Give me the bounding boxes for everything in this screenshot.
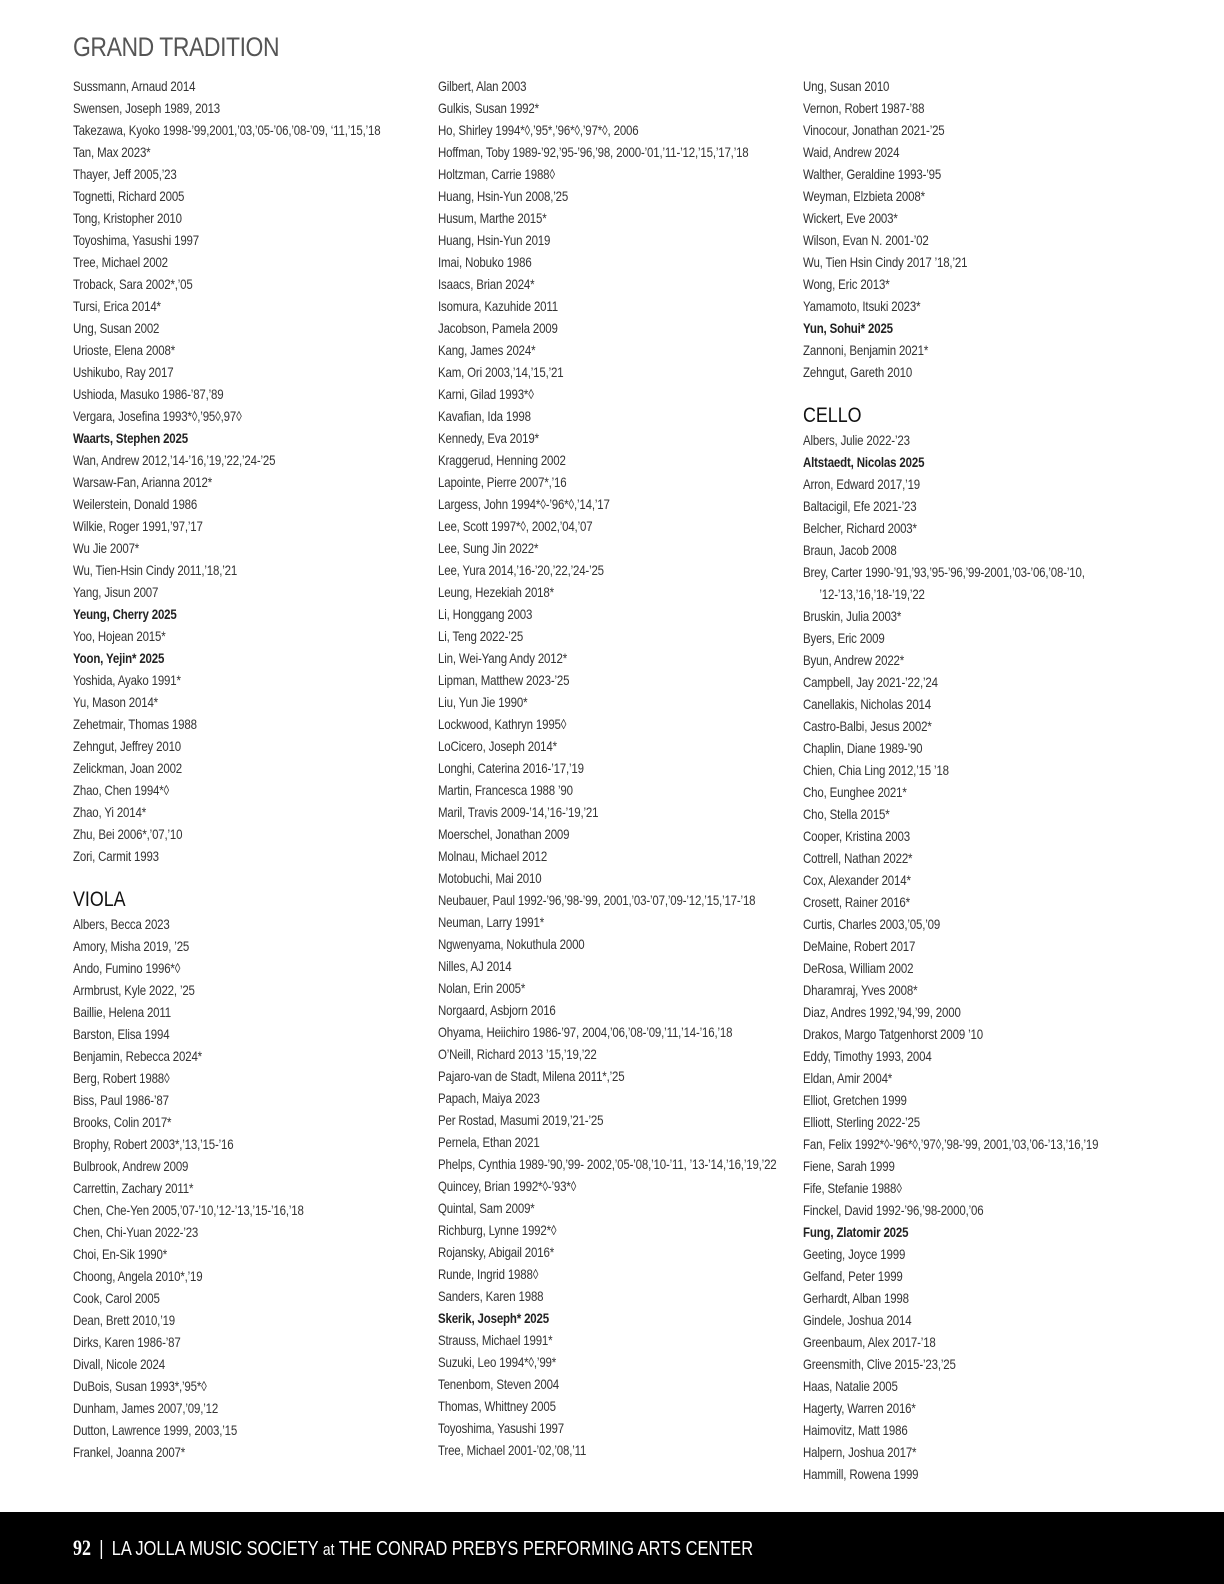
list-item: DeRosa, William 2002 bbox=[803, 960, 914, 976]
list-item: Nolan, Erin 2005* bbox=[438, 980, 526, 996]
list-item: Ushioda, Masuko 1986-’87,’89 bbox=[73, 386, 224, 402]
list-item: Sussmann, Arnaud 2014 bbox=[73, 78, 196, 94]
list-item: Canellakis, Nicholas 2014 bbox=[803, 696, 931, 712]
list-item: Armbrust, Kyle 2022, ’25 bbox=[73, 982, 195, 998]
list-item: Wickert, Eve 2003* bbox=[803, 210, 898, 226]
list-item: Chen, Chi-Yuan 2022-’23 bbox=[73, 1224, 199, 1240]
list-item: Carrettin, Zachary 2011* bbox=[73, 1180, 194, 1196]
list-item: Bruskin, Julia 2003* bbox=[803, 608, 902, 624]
list-item: Zelickman, Joan 2002 bbox=[73, 760, 183, 776]
list-item: Imai, Nobuko 1986 bbox=[438, 254, 532, 270]
list-item: Motobuchi, Mai 2010 bbox=[438, 870, 542, 886]
list-item: Elliot, Gretchen 1999 bbox=[803, 1092, 907, 1108]
list-item: Frankel, Joanna 2007* bbox=[73, 1444, 186, 1460]
list-item: Cho, Stella 2015* bbox=[803, 806, 890, 822]
list-item: Quintal, Sam 2009* bbox=[438, 1200, 535, 1216]
list-item: Haas, Natalie 2005 bbox=[803, 1378, 898, 1394]
list-item: Per Rostad, Masumi 2019,’21-’25 bbox=[438, 1112, 604, 1128]
list-item: Diaz, Andres 1992,’94,’99, 2000 bbox=[803, 1004, 961, 1020]
list-item: Kavafian, Ida 1998 bbox=[438, 408, 531, 424]
column-1 bbox=[73, 75, 433, 1463]
list-item: Holtzman, Carrie 1988◊ bbox=[438, 166, 555, 182]
list-item: Ho, Shirley 1994*◊,’95*,’96*◊,’97*◊, 2006 bbox=[438, 122, 639, 138]
list-item: Choi, En-Sik 1990* bbox=[73, 1246, 168, 1262]
list-item: Gilbert, Alan 2003 bbox=[438, 78, 527, 94]
list-item: Yoshida, Ayako 1991* bbox=[73, 672, 181, 688]
list-item: Troback, Sara 2002*,’05 bbox=[73, 276, 193, 292]
list-item: Maril, Travis 2009-’14,’16-’19,’21 bbox=[438, 804, 599, 820]
list-item: Fung, Zlatomir 2025 bbox=[803, 1224, 909, 1240]
list-item: Brooks, Colin 2017* bbox=[73, 1114, 172, 1130]
list-item: Dunham, James 2007,’09,’12 bbox=[73, 1400, 219, 1416]
list-item: Takezawa, Kyoko 1998-’99,2001,’03,’05-’06,’08-’09, ‘11,’15,’18 bbox=[73, 122, 381, 138]
list-item: Tenenbom, Steven 2004 bbox=[438, 1376, 560, 1392]
list-item: Braun, Jacob 2008 bbox=[803, 542, 897, 558]
list-item: Yoon, Yejin* 2025 bbox=[73, 650, 165, 666]
list-item: Castro-Balbi, Jesus 2002* bbox=[803, 718, 932, 734]
list-item: Cho, Eunghee 2021* bbox=[803, 784, 907, 800]
list-item: Huang, Hsin-Yun 2008,’25 bbox=[438, 188, 569, 204]
list-item: Largess, John 1994*◊-’96*◊,’14,’17 bbox=[438, 496, 610, 512]
list-item: Brey, Carter 1990-’91,’93,’95-’96,’99-2001,’03-’06,’08-’10, ’12-’13,’16,’18-’19,’22 bbox=[803, 564, 1085, 602]
list-item: Divall, Nicole 2024 bbox=[73, 1356, 165, 1372]
list-item: Karni, Gilad 1993*◊ bbox=[438, 386, 534, 402]
list-item: DuBois, Susan 1993*,’95*◊ bbox=[73, 1378, 207, 1394]
list-item: Neubauer, Paul 1992-’96,’98-’99, 2001,’03-’07,’09-’12,’15,’17-’18 bbox=[438, 892, 756, 908]
list-item: Hammill, Rowena 1999 bbox=[803, 1466, 919, 1482]
list-item: Zhao, Yi 2014* bbox=[73, 804, 147, 820]
list-item: Dharamraj, Yves 2008* bbox=[803, 982, 918, 998]
list-item: Weyman, Elzbieta 2008* bbox=[803, 188, 925, 204]
list-item: Baltacigil, Efe 2021-’23 bbox=[803, 498, 917, 514]
list-item: Isaacs, Brian 2024* bbox=[438, 276, 535, 292]
list-item: Greenbaum, Alex 2017-’18 bbox=[803, 1334, 936, 1350]
list-item: Nilles, AJ 2014 bbox=[438, 958, 512, 974]
list-item: Kam, Ori 2003,’14,’15,’21 bbox=[438, 364, 564, 380]
list-item: Haimovitz, Matt 1986 bbox=[803, 1422, 908, 1438]
section-heading-cello: CELLO bbox=[803, 404, 862, 427]
list-item: Yun, Sohui* 2025 bbox=[803, 320, 893, 336]
list-item: Lipman, Matthew 2023-’25 bbox=[438, 672, 570, 688]
list-item: Amory, Misha 2019, ’25 bbox=[73, 938, 190, 954]
list-item: Zannoni, Benjamin 2021* bbox=[803, 342, 929, 358]
list-item: Leung, Hezekiah 2018* bbox=[438, 584, 554, 600]
list-item: Cooper, Kristina 2003 bbox=[803, 828, 910, 844]
list-item: Sanders, Karen 1988 bbox=[438, 1288, 544, 1304]
list-item: Cox, Alexander 2014* bbox=[803, 872, 911, 888]
list-item: Vernon, Robert 1987-’88 bbox=[803, 100, 925, 116]
list-item: Byers, Eric 2009 bbox=[803, 630, 885, 646]
list-item: Drakos, Margo Tatgenhorst 2009 ’10 bbox=[803, 1026, 983, 1042]
list-item: Li, Honggang 2003 bbox=[438, 606, 533, 622]
footer-organization: LA JOLLA MUSIC SOCIETY bbox=[111, 1538, 319, 1560]
list-item: Lee, Yura 2014,’16-’20,’22,’24-’25 bbox=[438, 562, 604, 578]
list-item: Cook, Carol 2005 bbox=[73, 1290, 160, 1306]
list-item: Tan, Max 2023* bbox=[73, 144, 151, 160]
list-item: Gelfand, Peter 1999 bbox=[803, 1268, 903, 1284]
list-item: Papach, Maiya 2023 bbox=[438, 1090, 540, 1106]
list-item: Lee, Scott 1997*◊, 2002,’04,’07 bbox=[438, 518, 593, 534]
list-item: Kang, James 2024* bbox=[438, 342, 536, 358]
list-item: Swensen, Joseph 1989, 2013 bbox=[73, 100, 221, 116]
list-item: Dean, Brett 2010,’19 bbox=[73, 1312, 176, 1328]
list-item: Suzuki, Leo 1994*◊,’99* bbox=[438, 1354, 557, 1370]
list-item: Lin, Wei-Yang Andy 2012* bbox=[438, 650, 568, 666]
list-item: Pernela, Ethan 2021 bbox=[438, 1134, 540, 1150]
list-item: Gindele, Joshua 2014 bbox=[803, 1312, 912, 1328]
footer-at: at bbox=[322, 1540, 335, 1559]
list-item: Yeung, Cherry 2025 bbox=[73, 606, 177, 622]
list-item: Toyoshima, Yasushi 1997 bbox=[73, 232, 199, 248]
list-item: Campbell, Jay 2021-’22,’24 bbox=[803, 674, 938, 690]
list-item: Molnau, Michael 2012 bbox=[438, 848, 548, 864]
list-item: Waarts, Stephen 2025 bbox=[73, 430, 188, 446]
list-item: Fan, Felix 1992*◊-’96*◊,’97◊,’98-’99, 2001,’03,’06-’13,’16,’19 bbox=[803, 1136, 1099, 1152]
list-item: Tursi, Erica 2014* bbox=[73, 298, 161, 314]
column-3 bbox=[803, 75, 1163, 1485]
list-item: Tree, Michael 2001-’02,’08,’11 bbox=[438, 1442, 587, 1458]
list-item: Wu, Tien-Hsin Cindy 2011,’18,’21 bbox=[73, 562, 238, 578]
list-item: Yoo, Hojean 2015* bbox=[73, 628, 166, 644]
footer-venue: THE CONRAD PREBYS PERFORMING ARTS CENTER bbox=[338, 1538, 754, 1560]
list-item: Halpern, Joshua 2017* bbox=[803, 1444, 917, 1460]
list-item: Ung, Susan 2002 bbox=[73, 320, 160, 336]
list-item: Wong, Eric 2013* bbox=[803, 276, 890, 292]
list-item: Tree, Michael 2002 bbox=[73, 254, 168, 270]
list-item: Belcher, Richard 2003* bbox=[803, 520, 917, 536]
page-title: GRAND TRADITION bbox=[73, 32, 280, 62]
list-item: Lockwood, Kathryn 1995◊ bbox=[438, 716, 567, 732]
list-item: Fife, Stefanie 1988◊ bbox=[803, 1180, 902, 1196]
list-item: Warsaw-Fan, Arianna 2012* bbox=[73, 474, 213, 490]
list-item: Eddy, Timothy 1993, 2004 bbox=[803, 1048, 932, 1064]
list-item: Curtis, Charles 2003,’05,’09 bbox=[803, 916, 941, 932]
section-heading-viola: VIOLA bbox=[73, 888, 126, 911]
list-item: Phelps, Cynthia 1989-’90,’99- 2002,’05-’08,’10-’11, ’13-’14,’16,’19,’22 bbox=[438, 1156, 777, 1172]
list-item: Berg, Robert 1988◊ bbox=[73, 1070, 170, 1086]
list-item: Tong, Kristopher 2010 bbox=[73, 210, 182, 226]
list-item: Kraggerud, Henning 2002 bbox=[438, 452, 566, 468]
list-item: Benjamin, Rebecca 2024* bbox=[73, 1048, 202, 1064]
list-item: Chen, Che-Yen 2005,’07-’10,’12-’13,’15-’16,’18 bbox=[73, 1202, 304, 1218]
list-item: Lapointe, Pierre 2007*,’16 bbox=[438, 474, 567, 490]
list-item: Crosett, Rainer 2016* bbox=[803, 894, 910, 910]
list-item: Toyoshima, Yasushi 1997 bbox=[438, 1420, 564, 1436]
list-item: Weilerstein, Donald 1986 bbox=[73, 496, 198, 512]
list-item: Tognetti, Richard 2005 bbox=[73, 188, 185, 204]
list-item: Hagerty, Warren 2016* bbox=[803, 1400, 916, 1416]
list-item: Longhi, Caterina 2016-’17,’19 bbox=[438, 760, 584, 776]
list-item: Hoffman, Toby 1989-’92,’95-’96,’98, 2000-’01,’11-’12,’15,’17,’18 bbox=[438, 144, 749, 160]
list-item: LoCicero, Joseph 2014* bbox=[438, 738, 557, 754]
page-footer bbox=[0, 1512, 1224, 1584]
list-item: DeMaine, Robert 2017 bbox=[803, 938, 916, 954]
list-item: Liu, Yun Jie 1990* bbox=[438, 694, 528, 710]
list-item: Dirks, Karen 1986-’87 bbox=[73, 1334, 181, 1350]
list-item: Zhao, Chen 1994*◊ bbox=[73, 782, 170, 798]
list-item: Eldan, Amir 2004* bbox=[803, 1070, 893, 1086]
list-item: Cottrell, Nathan 2022* bbox=[803, 850, 913, 866]
list-item: Baillie, Helena 2011 bbox=[73, 1004, 171, 1020]
list-item: Vinocour, Jonathan 2021-’25 bbox=[803, 122, 945, 138]
list-item: Yu, Mason 2014* bbox=[73, 694, 158, 710]
list-item: Wan, Andrew 2012,’14-’16,’19,’22,’24-’25 bbox=[73, 452, 276, 468]
list-item: Wilson, Evan N. 2001-’02 bbox=[803, 232, 929, 248]
list-item: Zori, Carmit 1993 bbox=[73, 848, 159, 864]
list-item: Chien, Chia Ling 2012,’15 ’18 bbox=[803, 762, 949, 778]
list-item: Thayer, Jeff 2005,’23 bbox=[73, 166, 177, 182]
list-item: Bulbrook, Andrew 2009 bbox=[73, 1158, 189, 1174]
list-item: Elliott, Sterling 2022-’25 bbox=[803, 1114, 920, 1130]
list-item: Zehngut, Jeffrey 2010 bbox=[73, 738, 182, 754]
list-item: Moerschel, Jonathan 2009 bbox=[438, 826, 570, 842]
list-item: Gerhardt, Alban 1998 bbox=[803, 1290, 909, 1306]
list-item: Ohyama, Heiichiro 1986-’97, 2004,’06,’08-’09,’11,’14-’16,’18 bbox=[438, 1024, 733, 1040]
list-item: Biss, Paul 1986-’87 bbox=[73, 1092, 169, 1108]
list-item: Brophy, Robert 2003*,’13,’15-’16 bbox=[73, 1136, 234, 1152]
list-item: Lee, Sung Jin 2022* bbox=[438, 540, 539, 556]
list-item: Huang, Hsin-Yun 2019 bbox=[438, 232, 551, 248]
list-item: Zehetmair, Thomas 1988 bbox=[73, 716, 197, 732]
footer-text bbox=[73, 1535, 753, 1563]
list-item: Li, Teng 2022-’25 bbox=[438, 628, 524, 644]
list-item: Gulkis, Susan 1992* bbox=[438, 100, 539, 116]
list-item: Strauss, Michael 1991* bbox=[438, 1332, 553, 1348]
list-item: Richburg, Lynne 1992*◊ bbox=[438, 1222, 557, 1238]
list-item: Arron, Edward 2017,’19 bbox=[803, 476, 921, 492]
page-number: 92 bbox=[73, 1535, 92, 1560]
list-item: Rojansky, Abigail 2016* bbox=[438, 1244, 555, 1260]
list-item: Jacobson, Pamela 2009 bbox=[438, 320, 558, 336]
list-item: Albers, Julie 2022-’23 bbox=[803, 432, 910, 448]
list-item: Skerik, Joseph* 2025 bbox=[438, 1310, 549, 1326]
list-item: Zhu, Bei 2006*,’07,’10 bbox=[73, 826, 183, 842]
list-item: Husum, Marthe 2015* bbox=[438, 210, 547, 226]
column-2 bbox=[438, 75, 798, 1461]
list-item: Martin, Francesca 1988 ’90 bbox=[438, 782, 573, 798]
list-item: Wu, Tien Hsin Cindy 2017 ’18,’21 bbox=[803, 254, 968, 270]
list-item: Ung, Susan 2010 bbox=[803, 78, 890, 94]
list-item: Greensmith, Clive 2015-’23,’25 bbox=[803, 1356, 956, 1372]
list-item: Ngwenyama, Nokuthula 2000 bbox=[438, 936, 585, 952]
list-item: Yang, Jisun 2007 bbox=[73, 584, 159, 600]
list-item: Pajaro-van de Stadt, Milena 2011*,’25 bbox=[438, 1068, 625, 1084]
list-item: Wu Jie 2007* bbox=[73, 540, 140, 556]
list-item: Neuman, Larry 1991* bbox=[438, 914, 545, 930]
list-item: Finckel, David 1992-’96,’98-2000,’06 bbox=[803, 1202, 984, 1218]
list-item: Barston, Elisa 1994 bbox=[73, 1026, 170, 1042]
list-item: Urioste, Elena 2008* bbox=[73, 342, 176, 358]
list-item: Dutton, Lawrence 1999, 2003,’15 bbox=[73, 1422, 238, 1438]
list-item: Waid, Andrew 2024 bbox=[803, 144, 900, 160]
list-item: Norgaard, Asbjorn 2016 bbox=[438, 1002, 556, 1018]
list-item: Albers, Becca 2023 bbox=[73, 916, 170, 932]
list-item: Choong, Angela 2010*,’19 bbox=[73, 1268, 203, 1284]
list-item: Isomura, Kazuhide 2011 bbox=[438, 298, 558, 314]
list-item: Altstaedt, Nicolas 2025 bbox=[803, 454, 925, 470]
list-item: Wilkie, Roger 1991,’97,’17 bbox=[73, 518, 203, 534]
list-item: Yamamoto, Itsuki 2023* bbox=[803, 298, 921, 314]
list-item: Kennedy, Eva 2019* bbox=[438, 430, 539, 446]
list-item: Fiene, Sarah 1999 bbox=[803, 1158, 895, 1174]
list-item: Geeting, Joyce 1999 bbox=[803, 1246, 906, 1262]
list-item: O’Neill, Richard 2013 ’15,’19,’22 bbox=[438, 1046, 597, 1062]
list-item: Walther, Geraldine 1993-’95 bbox=[803, 166, 942, 182]
list-item: Vergara, Josefina 1993*◊,’95◊,97◊ bbox=[73, 408, 242, 424]
list-item: Quincey, Brian 1992*◊-’93*◊ bbox=[438, 1178, 577, 1194]
list-item: Ando, Fumino 1996*◊ bbox=[73, 960, 181, 976]
list-item: Chaplin, Diane 1989-’90 bbox=[803, 740, 923, 756]
footer-separator: | bbox=[99, 1538, 104, 1560]
list-item: Ushikubo, Ray 2017 bbox=[73, 364, 174, 380]
list-item: Thomas, Whittney 2005 bbox=[438, 1398, 556, 1414]
list-item: Zehngut, Gareth 2010 bbox=[803, 364, 913, 380]
list-item: Runde, Ingrid 1988◊ bbox=[438, 1266, 539, 1282]
list-item: Byun, Andrew 2022* bbox=[803, 652, 905, 668]
